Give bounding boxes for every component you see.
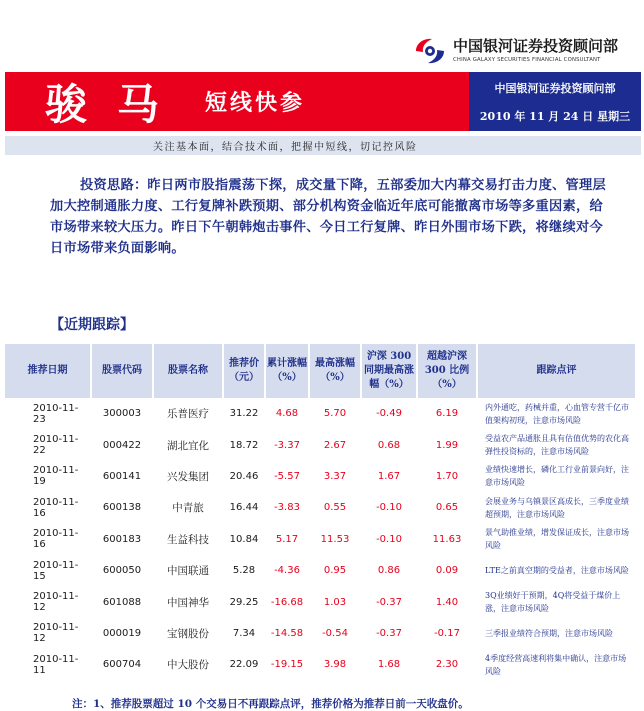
cell-price: 10.84 bbox=[229, 533, 259, 545]
cell-max: 1.03 bbox=[323, 596, 347, 608]
cell-code: 300003 bbox=[102, 408, 142, 420]
footnote: 注：1、推荐股票超过 10 个交易日不再跟踪点评，推荐价格为推荐日前一天收盘价。 bbox=[72, 698, 469, 710]
table-row bbox=[5, 398, 635, 429]
cell-code: 600141 bbox=[102, 470, 142, 482]
cell-comment: 3Q业绩好于预期，4Q将受益于煤价上涨，注意市场风险 bbox=[485, 591, 621, 614]
cell-max: -0.54 bbox=[322, 627, 348, 639]
cell-hs300: -0.37 bbox=[376, 627, 402, 639]
table-row bbox=[5, 555, 635, 586]
galaxy-logo-icon bbox=[410, 35, 450, 67]
column-header: 推荐价（元） bbox=[223, 344, 265, 398]
cell-price: 7.34 bbox=[232, 627, 256, 639]
cell-comment: 内外通吃，药械并重，心血管专营千亿市值架构初现，注意市场风险 bbox=[485, 402, 629, 425]
cell-excess: 11.63 bbox=[432, 533, 462, 545]
cell-date: 2010-11-23 bbox=[33, 402, 79, 425]
cell-hs300: 1.68 bbox=[377, 659, 401, 671]
section-title: 【近期跟踪】 bbox=[50, 317, 134, 333]
cell-price: 5.28 bbox=[232, 565, 256, 577]
table-header-row bbox=[5, 344, 635, 398]
cell-price: 16.44 bbox=[229, 502, 259, 514]
cell-max: 0.55 bbox=[323, 502, 347, 514]
cell-code: 601088 bbox=[102, 596, 142, 608]
cell-name: 中国神华 bbox=[167, 596, 209, 609]
cell-name: 生益科技 bbox=[167, 533, 209, 546]
cell-date: 2010-11-16 bbox=[33, 496, 79, 519]
cell-price: 22.09 bbox=[229, 659, 259, 671]
cell-cum: 4.68 bbox=[275, 408, 299, 420]
cell-comment: 4季度经营高速利将集中确认，注意市场风险 bbox=[485, 653, 627, 676]
cell-excess: 0.65 bbox=[435, 502, 459, 514]
cell-code: 600183 bbox=[102, 533, 142, 545]
cell-cum: -19.15 bbox=[270, 659, 304, 671]
cell-max: 5.70 bbox=[323, 408, 347, 420]
table-row bbox=[5, 492, 635, 523]
table-row bbox=[5, 586, 635, 617]
cell-date: 2010-11-12 bbox=[33, 591, 79, 614]
cell-max: 11.53 bbox=[320, 533, 350, 545]
banner-date: 2010 年 11 月 24 日 星期三 bbox=[479, 109, 631, 123]
cell-cum: -16.68 bbox=[270, 596, 304, 608]
table-row bbox=[5, 429, 635, 460]
column-header: 最高涨幅（%） bbox=[309, 344, 361, 398]
header-banner bbox=[5, 72, 641, 131]
cell-cum: 5.17 bbox=[275, 533, 299, 545]
cell-excess: 1.40 bbox=[435, 596, 459, 608]
column-header: 超越沪深 300 比例（%） bbox=[417, 344, 477, 398]
cell-code: 600704 bbox=[102, 659, 142, 671]
column-header: 股票代码 bbox=[91, 344, 153, 398]
investment-thought: 投资思路：昨日两市股指震荡下探，成交量下降，五部委加大内幕交易打击力度、管理层加大控制通胀力度、工行复牌补跌预期、部分机构资金临近年底可能撤离市场等多重因素，给市场带来较大压力。昨日下午朝韩炮击事件、今日工行复牌、昨日外围市场下跌，将继续对今日市场带来负面影响。 bbox=[50, 178, 607, 256]
cell-name: 宝钢股份 bbox=[167, 627, 209, 640]
cell-date: 2010-11-16 bbox=[33, 528, 79, 551]
banner-org: 中国银河证券投资顾问部 bbox=[494, 81, 616, 95]
cell-price: 20.46 bbox=[229, 470, 259, 482]
cell-comment: 景气助推业绩，增发保证成长，注意市场风险 bbox=[485, 528, 629, 551]
cell-date: 2010-11-12 bbox=[33, 622, 79, 645]
cell-name: 乐普医疗 bbox=[167, 408, 209, 421]
cell-excess: 1.70 bbox=[435, 470, 459, 482]
cell-hs300: -0.49 bbox=[376, 408, 402, 420]
cell-comment: 业绩快速增长，磷化工行业前景向好，注意市场风险 bbox=[485, 465, 629, 488]
logo-en-text: CHINA GALAXY SECURITIES FINANCIAL CONSULTANT bbox=[453, 56, 601, 63]
cell-comment: 受益农产品通胀且具有估值优势的农化高弹性投资标的，注意市场风险 bbox=[485, 434, 629, 457]
cell-excess: 6.19 bbox=[435, 408, 459, 420]
column-header: 股票名称 bbox=[153, 344, 223, 398]
cell-name: 湖北宜化 bbox=[167, 439, 209, 452]
cell-hs300: 0.86 bbox=[377, 565, 401, 577]
cell-hs300: -0.10 bbox=[376, 502, 402, 514]
cell-cum: -5.57 bbox=[274, 470, 300, 482]
cell-excess: 0.09 bbox=[435, 565, 459, 577]
cell-date: 2010-11-19 bbox=[33, 465, 79, 488]
column-header: 推荐日期 bbox=[5, 344, 91, 398]
banner-title-block bbox=[5, 72, 469, 131]
report-title: 骏马 bbox=[45, 79, 190, 129]
cell-name: 中大股份 bbox=[167, 659, 209, 672]
cell-price: 18.72 bbox=[229, 439, 259, 451]
table-row bbox=[5, 618, 635, 649]
cell-date: 2010-11-11 bbox=[33, 653, 79, 676]
cell-name: 中青旅 bbox=[172, 502, 204, 515]
cell-price: 31.22 bbox=[229, 408, 259, 420]
cell-cum: -3.83 bbox=[274, 502, 300, 514]
cell-max: 3.37 bbox=[323, 470, 347, 482]
cell-comment: LTE之前真空期的受益者，注意市场风险 bbox=[485, 566, 629, 576]
cell-hs300: -0.10 bbox=[376, 533, 402, 545]
cell-name: 兴发集团 bbox=[167, 470, 209, 483]
cell-max: 3.98 bbox=[323, 659, 347, 671]
cell-price: 29.25 bbox=[229, 596, 259, 608]
cell-date: 2010-11-22 bbox=[33, 434, 79, 457]
table-row bbox=[5, 524, 635, 555]
column-header: 跟踪点评 bbox=[477, 344, 635, 398]
cell-comment: 会展业务与乌镇景区高成长，三季度业绩超预期，注意市场风险 bbox=[485, 496, 629, 519]
tracking-table bbox=[5, 344, 635, 681]
cell-cum: -3.37 bbox=[274, 439, 300, 451]
cell-comment: 三季报业绩符合预期，注意市场风险 bbox=[485, 628, 613, 638]
column-header: 沪深 300 同期最高涨幅（%） bbox=[361, 344, 417, 398]
column-header: 累计涨幅（%） bbox=[265, 344, 309, 398]
cell-hs300: 0.68 bbox=[377, 439, 401, 451]
company-logo bbox=[410, 30, 635, 72]
cell-excess: -0.17 bbox=[434, 627, 460, 639]
cell-code: 600138 bbox=[102, 502, 142, 514]
table-row bbox=[5, 649, 635, 680]
cell-code: 000019 bbox=[102, 627, 142, 639]
cell-code: 600050 bbox=[102, 565, 142, 577]
banner-info-block bbox=[469, 72, 641, 131]
cell-excess: 1.99 bbox=[435, 439, 459, 451]
cell-cum: -14.58 bbox=[270, 627, 304, 639]
tagline: 关注基本面，结合技术面，把握中短线，切记控风险 bbox=[5, 136, 641, 155]
report-subtitle: 短线快参 bbox=[205, 90, 306, 116]
cell-code: 000422 bbox=[102, 439, 142, 451]
table-row bbox=[5, 461, 635, 492]
cell-hs300: 1.67 bbox=[377, 470, 401, 482]
cell-excess: 2.30 bbox=[435, 659, 459, 671]
cell-hs300: -0.37 bbox=[376, 596, 402, 608]
logo-cn-text: 中国银河证券投资顾问部 bbox=[453, 36, 619, 55]
cell-max: 0.95 bbox=[323, 565, 347, 577]
cell-date: 2010-11-15 bbox=[33, 559, 79, 582]
cell-cum: -4.36 bbox=[274, 565, 300, 577]
cell-max: 2.67 bbox=[323, 439, 347, 451]
cell-name: 中国联通 bbox=[167, 565, 209, 578]
